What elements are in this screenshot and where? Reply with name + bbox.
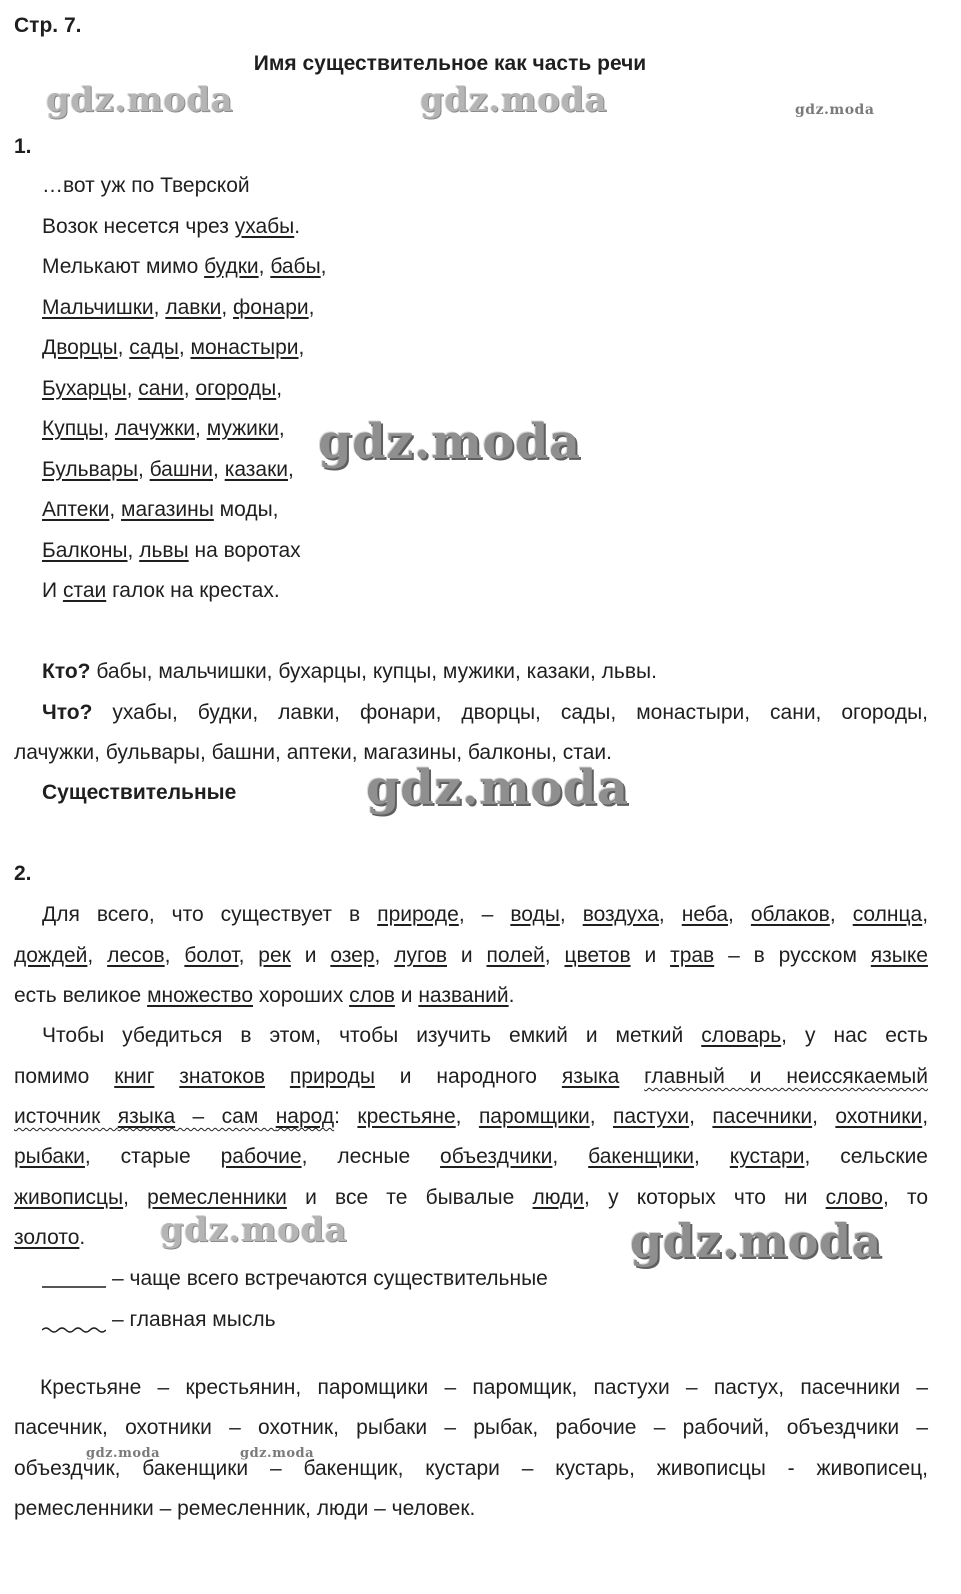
underlined-word: полей <box>486 944 545 967</box>
text-segment: галок на крестах. <box>106 579 280 602</box>
underlined-word: фонари <box>233 295 309 319</box>
underlined-word: бабы <box>270 255 321 278</box>
poem-line <box>42 255 327 279</box>
text-segment: Возок несется чрез <box>42 214 235 238</box>
underlined-word: лачужки <box>114 417 196 440</box>
text-segment: хороших <box>253 984 350 1007</box>
text-segment: , <box>103 417 115 440</box>
kto-line <box>42 660 657 684</box>
text-segment: : <box>334 1105 358 1128</box>
poem-line <box>42 579 280 603</box>
text-segment: , <box>137 457 150 481</box>
underlined-word: львы <box>139 538 189 562</box>
text-segment: , сельские <box>804 1145 928 1168</box>
poem-line <box>42 498 279 522</box>
underlined-word: Бульвары <box>42 457 138 481</box>
text-segment: . <box>508 984 515 1007</box>
underlined-word: знатоков <box>179 1065 266 1088</box>
straight-underline-sample <box>42 1284 106 1290</box>
wavy-underline-segment <box>118 1105 175 1128</box>
text-segment: И <box>42 579 63 602</box>
page-label: Стр. 7. <box>14 14 82 37</box>
underlined-word: природы <box>289 1065 375 1088</box>
underlined-word: языка <box>561 1065 620 1088</box>
text-segment: и <box>290 944 331 967</box>
text-segment: , <box>195 417 207 440</box>
text-segment: , <box>288 457 294 481</box>
underlined-word: стаи <box>62 579 107 602</box>
text-segment: . <box>294 214 301 238</box>
underlined-word: рабочие <box>220 1145 302 1168</box>
underlined-word: озер <box>330 944 375 967</box>
text-segment: , <box>178 336 191 359</box>
underlined-word: ухабы <box>234 214 295 238</box>
watermark: gdz.moda <box>630 1214 882 1268</box>
underlined-word: слов <box>349 984 395 1007</box>
underlined-word: магазины <box>121 498 214 521</box>
text-segment: , <box>164 944 185 967</box>
text-segment: помимо <box>14 1065 115 1088</box>
underlined-word: воды <box>510 903 560 926</box>
text-segment: , <box>922 1105 929 1128</box>
text-segment: . <box>79 1226 86 1249</box>
underlined-word: названий <box>418 984 509 1007</box>
text-segment: Для всего, что существует в <box>42 903 378 926</box>
chto-label: Что? <box>42 701 93 724</box>
text-segment: , <box>258 255 271 278</box>
underlined-word: слово <box>825 1186 883 1209</box>
underlined-word: трав <box>670 944 715 967</box>
chto-line-2: лачужки, бульвары, башни, аптеки, магазины, балконы, стаи. <box>14 741 612 764</box>
exercise-2-number: 2. <box>14 862 32 885</box>
text-segment: …вот уж по Тверской <box>42 174 250 197</box>
text-segment: , у которых что ни <box>584 1186 826 1209</box>
text-segment: , <box>276 376 283 400</box>
text-segment: , <box>221 295 233 319</box>
text-segment: , <box>559 903 583 926</box>
underlined-word: башни <box>149 457 214 481</box>
chto-text: ухабы, будки, лавки, фонари, дворцы, сады, монастыри, сани, огороды, <box>92 701 928 724</box>
text-segment: есть великое <box>14 984 148 1007</box>
underlined-word: цветов <box>564 944 631 967</box>
watermark: gdz.moda <box>240 1446 315 1461</box>
underlined-word: языке <box>870 944 928 967</box>
text-segment: , <box>374 944 395 967</box>
underlined-word: Купцы <box>42 417 104 440</box>
underlined-word: воздуха <box>582 903 659 926</box>
text-segment: , у нас есть <box>781 1024 928 1047</box>
underlined-word: множество <box>147 984 254 1007</box>
text-segment: моды, <box>213 498 279 521</box>
text-segment: , <box>694 1145 730 1168</box>
text-segment: , то <box>882 1186 929 1209</box>
watermark: gdz.moda <box>86 1446 161 1461</box>
text-segment: и <box>447 944 487 967</box>
text-segment: , <box>544 944 565 967</box>
text-segment: , <box>278 417 285 440</box>
text-segment: , лесные <box>301 1145 441 1168</box>
text-segment: , <box>308 295 315 319</box>
text-segment: и <box>394 984 419 1007</box>
poem-line <box>42 174 250 198</box>
underlined-word: пастухи <box>612 1105 690 1128</box>
underlined-word: паромщики <box>478 1105 590 1128</box>
underlined-word: Бухарцы <box>42 376 127 400</box>
text-segment: , <box>552 1145 589 1168</box>
watermark: gdz.moda <box>46 80 234 120</box>
text-segment: на воротах <box>188 538 301 562</box>
underlined-word: пасечники <box>712 1105 813 1128</box>
wavy-underline-sample <box>42 1326 106 1334</box>
underlined-word: книг <box>114 1065 155 1088</box>
text-segment: источник <box>14 1105 118 1128</box>
text-segment: , <box>213 457 225 481</box>
underlined-word: сани <box>138 376 184 400</box>
paragraph-line <box>14 1145 928 1169</box>
poem-line <box>42 539 301 563</box>
text-segment: , <box>238 944 259 967</box>
text-segment: , <box>123 1186 148 1209</box>
watermark: gdz.moda <box>366 760 629 816</box>
underlined-word: монастыри <box>190 336 299 359</box>
underlined-word: Мальчишки <box>42 295 154 319</box>
underlined-word: солнца <box>852 903 923 926</box>
paragraph-line <box>14 944 928 968</box>
kto-label: Кто? <box>42 660 91 683</box>
text-segment <box>619 1065 644 1088</box>
text-segment: и <box>630 944 671 967</box>
text-segment: , <box>589 1105 613 1128</box>
underlined-word: рек <box>258 944 291 967</box>
text-segment: главный и неиссякаемый <box>644 1065 928 1088</box>
underlined-word: природе <box>377 903 459 926</box>
answer-line: Крестьяне – крестьянин, паромщики – паромщик, пастухи – пастух, пасечники – <box>40 1376 928 1399</box>
underlined-word: люди <box>532 1186 585 1209</box>
underlined-word: облаков <box>750 903 830 926</box>
chto-line <box>42 701 928 725</box>
watermark: gdz.moda <box>318 414 581 470</box>
underlined-word: огороды <box>195 376 277 400</box>
paragraph-line <box>42 903 928 927</box>
underlined-word: народ <box>275 1105 335 1128</box>
underlined-word: лесов <box>107 944 165 967</box>
paragraph-line <box>14 984 928 1008</box>
poem-line <box>42 417 285 441</box>
text-segment: , <box>922 903 929 926</box>
underlined-word: охотники <box>835 1105 923 1128</box>
paragraph-line <box>14 1065 928 1089</box>
watermark: gdz.moda <box>420 80 608 120</box>
underlined-word: лавки <box>165 295 222 319</box>
watermark: gdz.moda <box>160 1210 348 1250</box>
underlined-word: живописцы <box>14 1186 124 1209</box>
wavy-underline-segment <box>644 1065 928 1088</box>
underlined-word: Аптеки <box>42 498 110 521</box>
poem-line <box>42 296 315 320</box>
text-segment: , <box>87 944 108 967</box>
exercise-1-number: 1. <box>14 135 32 158</box>
underlined-word: болот <box>184 944 239 967</box>
legend-wavy: – главная мысль <box>112 1308 276 1331</box>
page-title: Имя существительное как часть речи <box>253 52 647 75</box>
text-segment: и все те бывалые <box>286 1186 533 1209</box>
underlined-word: Дворцы <box>42 336 118 359</box>
underlined-word: бакенщики <box>588 1145 695 1168</box>
underlined-word: будки <box>204 255 259 278</box>
kto-text: бабы, мальчишки, бухарцы, купцы, мужики, казаки, львы. <box>90 660 657 683</box>
watermark: gdz.moda <box>795 102 875 118</box>
text-segment: , <box>117 336 130 359</box>
underlined-word: дождей <box>14 944 88 967</box>
underlined-word: золото <box>14 1226 80 1249</box>
text-segment: , <box>320 255 327 278</box>
paragraph-line <box>42 1024 928 1048</box>
poem-line <box>42 377 282 401</box>
text-segment: , <box>829 903 853 926</box>
text-segment: , <box>812 1105 836 1128</box>
text-segment: , <box>153 295 166 319</box>
underlined-word: сады <box>129 336 179 359</box>
text-segment: , <box>127 538 140 562</box>
legend-straight: – чаще всего встречаются существительные <box>112 1267 548 1290</box>
underlined-word: кустари <box>729 1145 805 1168</box>
text-segment: , – <box>458 903 511 926</box>
underlined-word: рыбаки <box>14 1145 85 1168</box>
underlined-word: словарь <box>701 1024 782 1047</box>
paragraph-line <box>14 1186 928 1210</box>
underlined-word: неба <box>681 903 729 926</box>
underlined-word: казаки <box>224 457 289 481</box>
text-segment: , <box>183 376 196 400</box>
text-segment: – сам <box>175 1105 276 1128</box>
text-segment: , старые <box>84 1145 221 1168</box>
underlined-word: мужики <box>206 417 279 440</box>
answer-line: ремесленники – ремесленник, люди – человек. <box>14 1497 476 1520</box>
text-segment: – в русском <box>714 944 871 967</box>
poem-line <box>42 336 304 360</box>
wavy-underline-segment <box>14 1105 118 1128</box>
text-segment <box>154 1065 179 1088</box>
underlined-word: лугов <box>394 944 448 967</box>
underlined-word: крестьяне <box>357 1105 456 1128</box>
text-segment: , <box>109 498 122 521</box>
wavy-underline-segment <box>175 1105 276 1128</box>
text-segment: и народного <box>374 1065 562 1088</box>
text-segment: , <box>298 336 305 359</box>
text-segment: , <box>658 903 682 926</box>
text-segment: Мелькают мимо <box>42 255 205 278</box>
paragraph-line <box>14 1105 928 1129</box>
poem-line <box>42 215 300 239</box>
conclusion: Существительные <box>42 781 237 804</box>
text-segment: Чтобы убедиться в этом, чтобы изучить емкий и меткий <box>42 1024 702 1047</box>
underlined-word: объездчики <box>440 1145 553 1168</box>
underlined-word: Балконы <box>42 538 128 562</box>
text-segment <box>265 1065 290 1088</box>
text-segment: , <box>126 376 139 400</box>
wavy-underline-segment <box>276 1105 334 1128</box>
paragraph-line <box>14 1226 928 1250</box>
answer-line: пасечник, охотники – охотник, рыбаки – рыбак, рабочие – рабочий, объездчики – <box>14 1416 928 1439</box>
text-segment: , <box>728 903 751 926</box>
poem-line <box>42 458 294 482</box>
text-segment: , <box>689 1105 713 1128</box>
answer-line: объездчик, бакенщики – бакенщик, кустари – кустарь, живописцы - живописец, <box>14 1457 928 1480</box>
underlined-word: ремесленники <box>147 1186 287 1209</box>
underlined-word: языка <box>117 1105 176 1128</box>
text-segment: , <box>455 1105 479 1128</box>
